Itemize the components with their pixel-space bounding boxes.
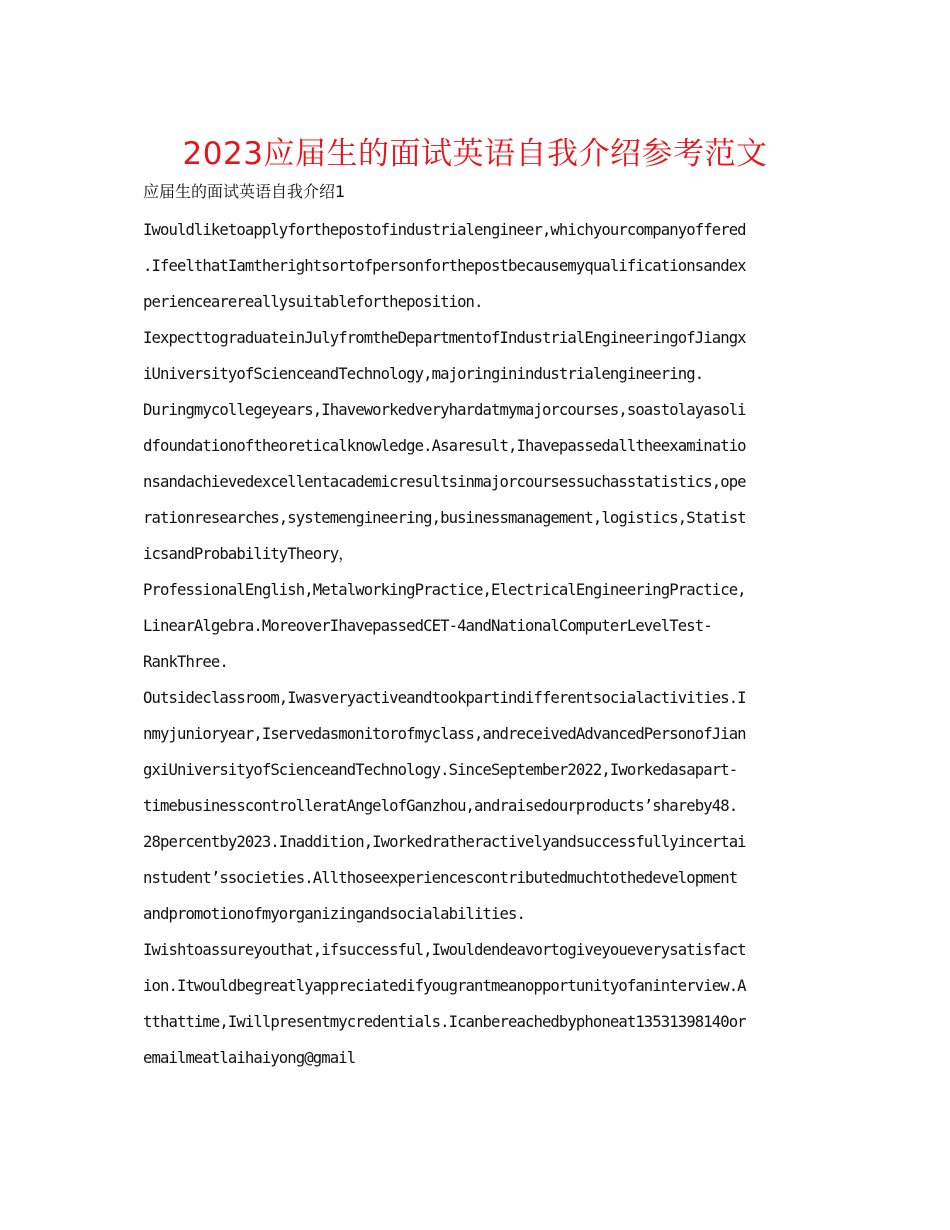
text-line: LinearAlgebra.MoreoverIhavepassedCET-4andNationalComputerLevelTest- bbox=[143, 617, 712, 635]
text-line: RankThree. bbox=[143, 653, 228, 671]
text-line: nsandachievedexcellentacademicresultsinmajorcoursessuchasstatistics,ope bbox=[143, 473, 746, 491]
text-line: emailmeatlaihaiyong@gmail bbox=[143, 1049, 356, 1067]
text-line: rationresearches,systemengineering,businessmanagement,logistics,Statist bbox=[143, 509, 746, 527]
text-line: ion.Itwouldbegreatlyappreciatedifyougrantmeanopportunityofaninterview.A bbox=[143, 977, 746, 995]
text-line: Duringmycollegeyears,Ihaveworkedveryhardatmymajorcourses,soastolayasoli bbox=[143, 401, 746, 419]
text-line: gxiUniversityofScienceandTechnology.SinceSeptember2022,Iworkedasapart- bbox=[143, 761, 738, 779]
text-line: Outsideclassroom,Iwasveryactiveandtookpartindifferentsocialactivities.I bbox=[143, 689, 746, 707]
text-line: Iwishtoassureyouthat,ifsuccessful,Iwouldendeavortogiveyoueverysatisfact bbox=[143, 941, 746, 959]
text-line: ProfessionalEnglish,MetalworkingPractice,ElectricalEngineeringPractice, bbox=[143, 581, 746, 599]
section-heading: 应届生的面试英语自我介绍1 bbox=[143, 182, 346, 201]
text-line: .IfeelthatIamtherightsortofpersonforthepostbecausemyqualificationsandex bbox=[143, 257, 746, 275]
text-line: andpromotionofmyorganizingandsocialabilities. bbox=[143, 905, 525, 923]
document-title: 2023应届生的面试英语自我介绍参考范文 bbox=[182, 136, 768, 172]
text-line: icsandProbabilityTheory， bbox=[143, 545, 353, 563]
text-line: Iwouldliketoapplyforthepostofindustrialengineer,whichyourcompanyoffered bbox=[143, 221, 746, 239]
text-line: iUniversityofScienceandTechnology,majoringinindustrialengineering. bbox=[143, 365, 704, 383]
text-line: IexpecttograduateinJulyfromtheDepartmentofIndustrialEngineeringofJiangx bbox=[143, 329, 746, 347]
text-line: dfoundationoftheoreticalknowledge.Asaresult,Ihavepassedalltheexaminatio bbox=[143, 437, 746, 455]
text-line: nstudent’ssocieties.Allthoseexperiencescontributedmuchtothedevelopment bbox=[143, 869, 738, 887]
text-line: 28percentby2023.Inaddition,Iworkedratheractivelyandsuccessfullyincertai bbox=[143, 833, 746, 851]
text-line: tthattime,Iwillpresentmycredentials.Icanbereachedbyphoneat13531398140or bbox=[143, 1013, 746, 1031]
body-text bbox=[143, 212, 808, 1076]
text-line: periencearereallysuitablefortheposition. bbox=[143, 293, 483, 311]
text-line: nmyjunioryear,Iservedasmonitorofmyclass,andreceivedAdvancedPersonofJian bbox=[143, 725, 746, 743]
text-line: timebusinesscontrolleratAngelofGanzhou,andraisedourproducts’shareby48. bbox=[143, 797, 738, 815]
